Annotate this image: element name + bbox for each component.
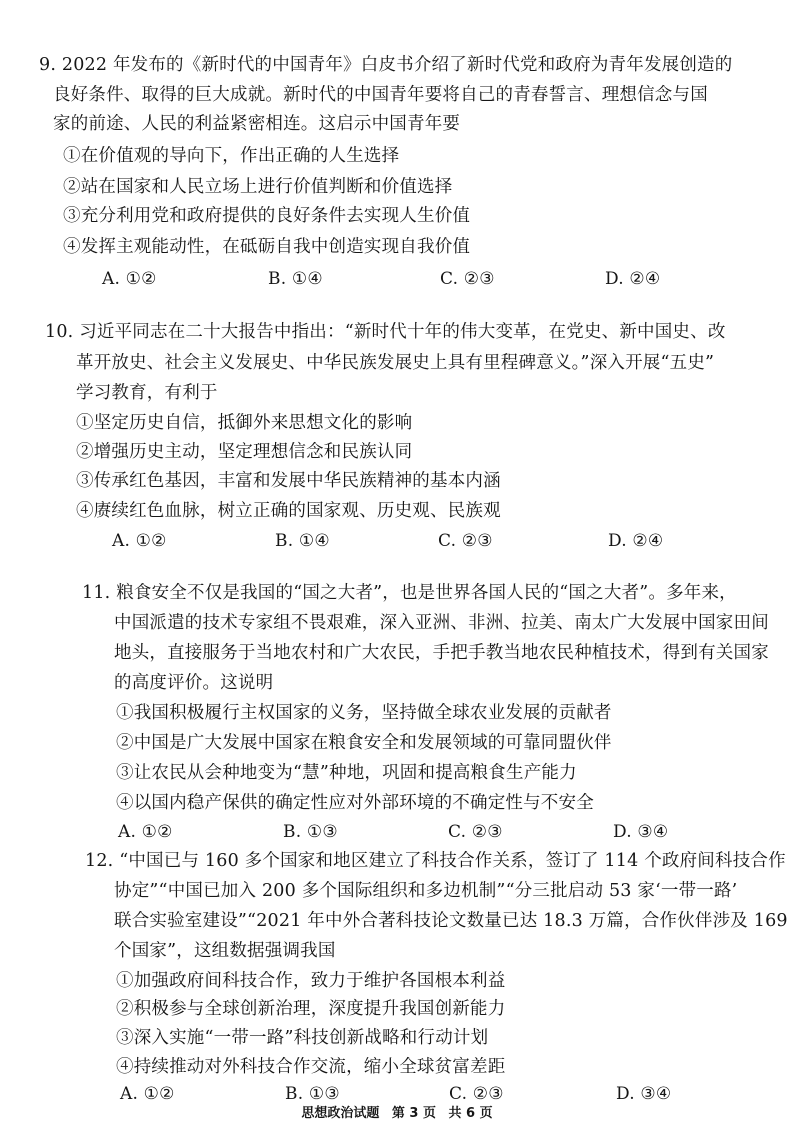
question-12-stem-line-4: 个国家”，这组数据强调我国	[114, 941, 336, 961]
question-11-stem-line-2: 中国派遣的技术专家组不畏艰难，深入亚洲、非洲、拉美、南太广大发展中国家田间	[114, 613, 769, 633]
question-11-statement-2: ②中国是广大发展中国家在粮食安全和发展领域的可靠同盟伙伴	[116, 733, 612, 753]
question-9-statement-2: ②站在国家和人民立场上进行价值判断和价值选择	[63, 177, 453, 197]
question-10-statement-4: ④赓续红色血脉，树立正确的国家观、历史观、民族观	[76, 501, 501, 521]
question-12-option-a: A. ①②	[120, 1084, 175, 1104]
question-12-statement-3: ③深入实施“一带一路”科技创新战略和行动计划	[116, 1028, 489, 1048]
question-12-option-c: C. ②③	[449, 1084, 504, 1104]
question-11-stem-line-4: 的高度评价。这说明	[114, 673, 274, 693]
question-10-statement-1: ①坚定历史自信，抵御外来思想文化的影响	[76, 413, 413, 433]
question-11-option-c: C. ②③	[448, 822, 503, 842]
question-11-statement-4: ④以国内稳产保供的确定性应对外部环境的不确定性与不安全	[116, 793, 594, 813]
footer-subject: 思想政治试题	[301, 1106, 380, 1121]
question-11-option-a: A. ①②	[118, 822, 173, 842]
question-11-option-b: B. ①③	[283, 822, 338, 842]
question-9-statement-1: ①在价值观的导向下，作出正确的人生选择	[63, 146, 400, 166]
question-10-statement-2: ②增强历史主动，坚定理想信念和民族认同	[76, 442, 413, 462]
question-9-option-c: C. ②③	[440, 269, 495, 289]
question-10-stem-line-1: 10. 习近平同志在二十大报告中指出：“新时代十年的伟大变革，在党史、新中国史、改	[45, 322, 726, 342]
question-11-option-d: D. ③④	[613, 822, 669, 842]
question-12-statement-1: ①加强政府间科技合作，致力于维护各国根本利益	[116, 971, 506, 991]
question-9-stem-line-1: 9. 2022 年发布的《新时代的中国青年》白皮书介绍了新时代党和政府为青年发展创造的	[39, 55, 733, 75]
footer-page-number: 第 3 页	[391, 1106, 436, 1121]
question-9-statement-3: ③充分利用党和政府提供的良好条件去实现人生价值	[63, 206, 471, 226]
question-10-option-b: B. ①④	[275, 531, 330, 551]
page-footer	[0, 1106, 794, 1122]
question-9-option-d: D. ②④	[605, 269, 661, 289]
question-12-statement-4: ④持续推动对外科技合作交流，缩小全球贫富差距	[116, 1057, 506, 1077]
question-10-statement-3: ③传承红色基因，丰富和发展中华民族精神的基本内涵	[76, 471, 501, 491]
question-10-stem-line-3: 学习教育，有利于	[76, 383, 218, 403]
question-11-statement-3: ③让农民从会种地变为“慧”种地，巩固和提高粮食生产能力	[116, 763, 577, 783]
question-9-stem-line-3: 家的前途、人民的利益紧密相连。这启示中国青年要	[53, 114, 461, 134]
question-10-option-a: A. ①②	[112, 531, 167, 551]
question-10-option-c: C. ②③	[438, 531, 493, 551]
question-9-option-a: A. ①②	[102, 269, 157, 289]
question-11-stem-line-3: 地头，直接服务于当地农村和广大农民，手把手教当地农民种植技术，得到有关国家	[114, 643, 769, 663]
question-12-stem-line-3: 联合实验室建设”“2021 年中外合著科技论文数量已达 18.3 万篇，合作伙伴涉及 169	[114, 911, 788, 931]
question-10-stem-line-2: 革开放史、社会主义发展史、中华民族发展史上具有里程碑意义。”深入开展“五史”	[76, 353, 715, 373]
question-9-statement-4: ④发挥主观能动性，在砥砺自我中创造实现自我价值	[63, 237, 471, 257]
question-12-stem-line-2: 协定”“中国已加入 200 多个国际组织和多边机制”“分三批启动 53 家‘一带一路’	[114, 881, 738, 901]
question-9-stem-line-2: 良好条件、取得的巨大成就。新时代的中国青年要将自己的青春誓言、理想信念与国	[53, 85, 708, 105]
question-9-option-b: B. ①④	[268, 269, 323, 289]
question-12-statement-2: ②积极参与全球创新治理，深度提升我国创新能力	[116, 999, 506, 1019]
question-12-option-b: B. ①③	[285, 1084, 340, 1104]
question-12-stem-line-1: 12. “中国已与 160 多个国家和地区建立了科技合作关系，签订了 114 个政府间科技合作	[85, 851, 786, 871]
question-10-option-d: D. ②④	[608, 531, 664, 551]
question-11-stem-line-1: 11. 粮食安全不仅是我国的“国之大者”，也是世界各国人民的“国之大者”。多年来，	[82, 583, 737, 603]
footer-total-pages: 共 6 页	[448, 1106, 493, 1121]
question-11-statement-1: ①我国积极履行主权国家的义务，坚持做全球农业发展的贡献者	[116, 703, 612, 723]
question-12-option-d: D. ③④	[616, 1084, 672, 1104]
